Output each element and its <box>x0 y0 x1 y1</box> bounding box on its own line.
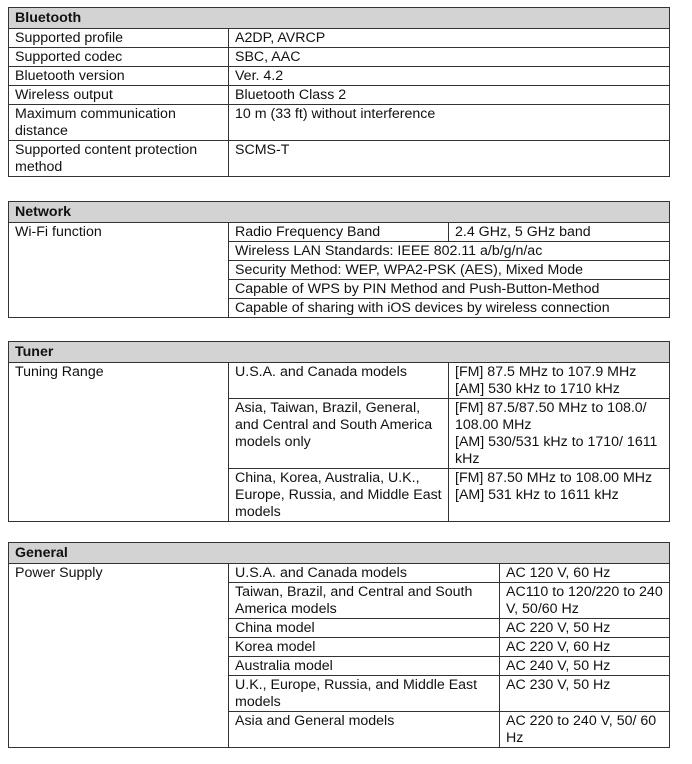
spec-value: A2DP, AVRCP <box>229 29 670 48</box>
network-heading: Network <box>9 202 670 223</box>
table-row <box>9 223 670 242</box>
network-table <box>8 201 670 318</box>
table-row <box>9 105 670 141</box>
spec-value: Bluetooth Class 2 <box>229 86 670 105</box>
spec-model: Taiwan, Brazil, and Central and South America models <box>229 583 500 619</box>
spec-value: AC 230 V, 50 Hz <box>500 676 670 712</box>
table-row <box>9 48 670 67</box>
spec-label: Maximum communication distance <box>9 105 229 141</box>
spec-item: Capable of WPS by PIN Method and Push-Button-Method <box>229 280 670 299</box>
spec-value <box>449 469 670 522</box>
fm-range: [FM] 87.5 MHz to 107.9 MHz <box>455 364 637 380</box>
spec-model: China, Korea, Australia, U.K., Europe, Russia, and Middle East models <box>229 469 449 522</box>
spec-label: Wireless output <box>9 86 229 105</box>
spec-value: AC 220 V, 60 Hz <box>500 638 670 657</box>
spec-label: Wi-Fi function <box>9 223 229 318</box>
spec-value: SBC, AAC <box>229 48 670 67</box>
spec-label: Supported content protection method <box>9 141 229 177</box>
fm-range: [FM] 87.5/87.50 MHz to 108.0/ 108.00 MHz <box>455 400 647 433</box>
general-heading: General <box>9 543 670 564</box>
spec-model: Asia and General models <box>229 712 500 748</box>
spec-label: Bluetooth version <box>9 67 229 86</box>
table-row <box>9 564 670 583</box>
spec-value: Ver. 4.2 <box>229 67 670 86</box>
bluetooth-heading: Bluetooth <box>9 8 670 29</box>
spec-value: AC 220 to 240 V, 50/ 60 Hz <box>500 712 670 748</box>
spec-value <box>449 363 670 399</box>
spec-model: China model <box>229 619 500 638</box>
spec-model: U.S.A. and Canada models <box>229 363 449 399</box>
spec-label: Supported profile <box>9 29 229 48</box>
table-row <box>9 363 670 399</box>
spec-item: Security Method: WEP, WPA2-PSK (AES), Mixed Mode <box>229 261 670 280</box>
spec-label: Power Supply <box>9 564 229 748</box>
table-row <box>9 29 670 48</box>
table-row <box>9 141 670 177</box>
spec-model: U.K., Europe, Russia, and Middle East models <box>229 676 500 712</box>
spec-item: Wireless LAN Standards: IEEE 802.11 a/b/g/n/ac <box>229 242 670 261</box>
spec-value: 10 m (33 ft) without interference <box>229 105 670 141</box>
spec-item: Radio Frequency Band <box>229 223 449 242</box>
spec-label: Tuning Range <box>9 363 229 522</box>
spec-item: Capable of sharing with iOS devices by wireless connection <box>229 299 670 318</box>
spec-value: SCMS-T <box>229 141 670 177</box>
am-range: [AM] 530 kHz to 1710 kHz <box>455 381 620 397</box>
spec-model: Korea model <box>229 638 500 657</box>
spec-value: AC110 to 120/220 to 240 V, 50/60 Hz <box>500 583 670 619</box>
tuner-table <box>8 341 670 522</box>
general-table <box>8 542 670 748</box>
spec-value: AC 240 V, 50 Hz <box>500 657 670 676</box>
am-range: [AM] 530/531 kHz to 1710/ 1611 kHz <box>455 434 658 467</box>
am-range: [AM] 531 kHz to 1611 kHz <box>455 487 619 503</box>
bluetooth-table <box>8 7 670 177</box>
tuner-heading: Tuner <box>9 342 670 363</box>
spec-model: Australia model <box>229 657 500 676</box>
spec-value: AC 220 V, 50 Hz <box>500 619 670 638</box>
fm-range: [FM] 87.50 MHz to 108.00 MHz <box>455 470 653 486</box>
table-row <box>9 67 670 86</box>
spec-value: AC 120 V, 60 Hz <box>500 564 670 583</box>
spec-value <box>449 399 670 469</box>
spec-model: U.S.A. and Canada models <box>229 564 500 583</box>
spec-value: 2.4 GHz, 5 GHz band <box>449 223 670 242</box>
spec-model: Asia, Taiwan, Brazil, General, and Central and South America models only <box>229 399 449 469</box>
spec-label: Supported codec <box>9 48 229 67</box>
table-row <box>9 86 670 105</box>
